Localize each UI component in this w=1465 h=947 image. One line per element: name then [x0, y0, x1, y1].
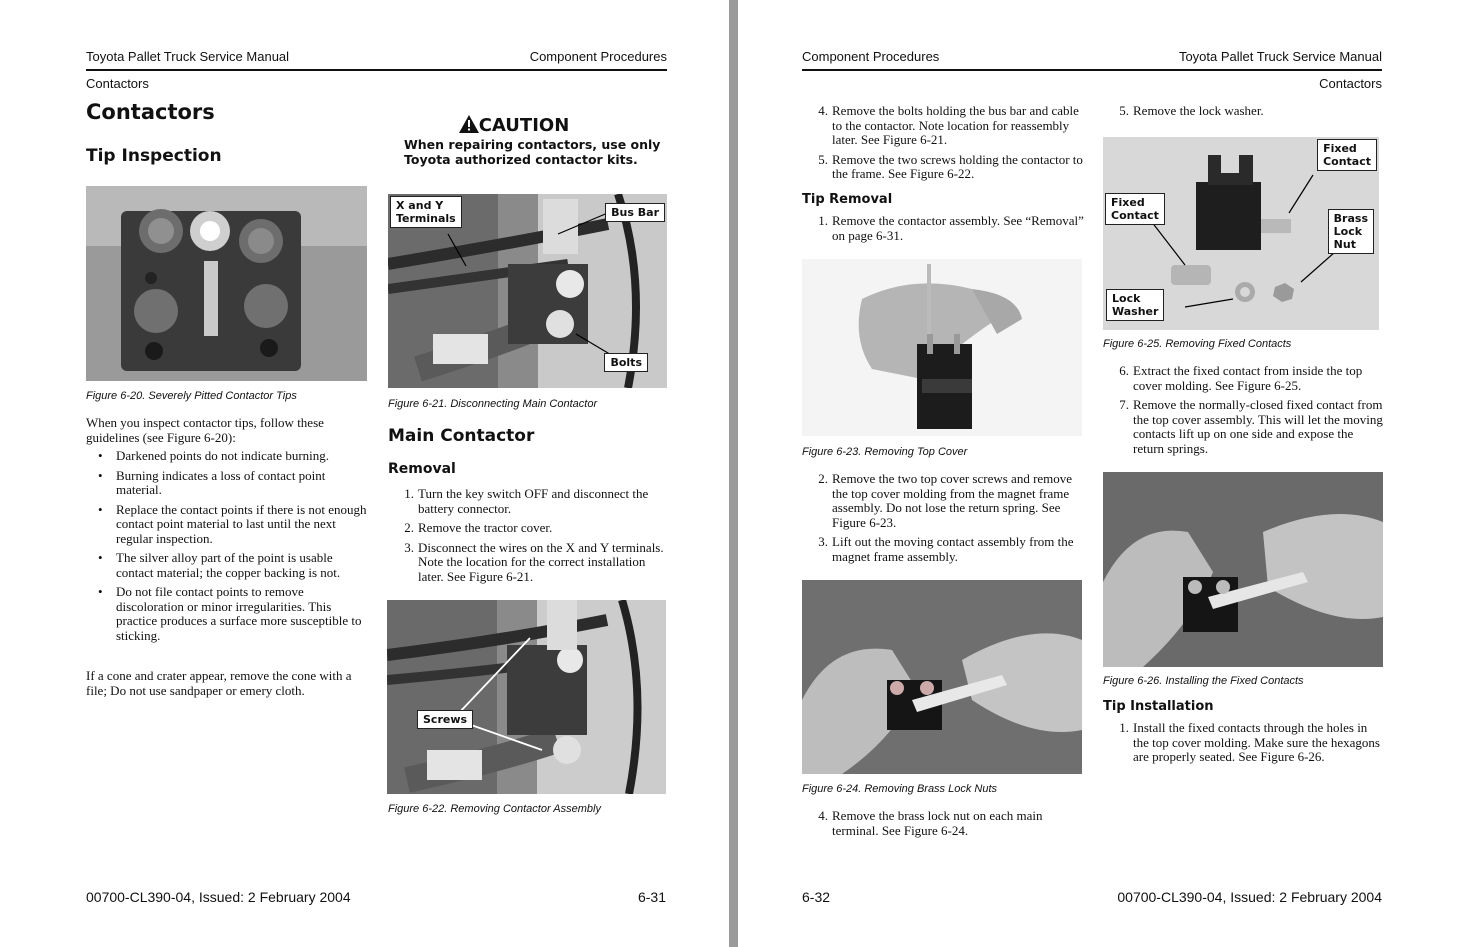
- left-page: [0, 0, 729, 947]
- list-item: [388, 521, 670, 536]
- list-item: [1103, 398, 1385, 456]
- caution-box: [404, 115, 664, 167]
- figure-6-25-caption: Figure 6-25. Removing Fixed Contacts: [1103, 338, 1292, 350]
- steps-list-g: [1103, 721, 1385, 770]
- figure-6-21-photo: [388, 194, 667, 388]
- step-text: Remove the tractor cover.: [418, 520, 553, 535]
- header-rule: [86, 69, 667, 71]
- steps-list-e: [1103, 104, 1385, 124]
- intro-paragraph: When you inspect contactor tips, follow these guidelines (see Figure 6-20):: [86, 415, 324, 445]
- removal-heading: Removal: [388, 461, 456, 477]
- closing-paragraph: If a cone and crater appear, remove the cone with a file; Do not use sandpaper or emery cloth.: [86, 668, 352, 698]
- step-number: 1.: [1119, 720, 1129, 735]
- warning-triangle-icon: [459, 115, 479, 133]
- figure-6-26-photo: [1103, 472, 1383, 667]
- list-item: [1103, 721, 1385, 765]
- right-page: [738, 0, 1465, 947]
- steps-list-a: [802, 104, 1084, 187]
- step-number: 2.: [404, 520, 414, 535]
- header-subsection: Contactors: [86, 76, 149, 91]
- footer-document-id: 00700-CL390-04, Issued: 2 February 2004: [86, 889, 351, 905]
- step-number: 1.: [818, 213, 828, 228]
- steps-list-f: [1103, 364, 1385, 461]
- figure-6-21-label-bolts: Bolts: [604, 353, 648, 372]
- figure-6-22-caption: Figure 6-22. Removing Contactor Assembly: [388, 803, 601, 815]
- list-item: • Do not file contact points to remove discoloration or minor irregularities. This practice produces a surface more susceptible to sticking.: [86, 585, 368, 643]
- figure-6-21-label-xy-terminals: X and Y Terminals: [390, 196, 462, 228]
- list-item: [388, 487, 670, 516]
- step-number: 4.: [818, 103, 828, 118]
- figure-6-20-caption: Figure 6-20. Severely Pitted Contactor Tips: [86, 390, 297, 402]
- step-text: Extract the fixed contact from inside the top cover molding. See Figure 6-25.: [1133, 363, 1363, 393]
- step-text: Remove the bolts holding the bus bar and cable to the contactor. Note location for reassembly later. See Figure 6-21.: [832, 103, 1079, 147]
- step-text: Lift out the moving contact assembly from the magnet frame assembly.: [832, 534, 1074, 564]
- inspection-guidelines-list: [86, 449, 368, 648]
- tip-removal-heading: Tip Removal: [802, 192, 893, 207]
- figure-6-20-photo: [86, 186, 367, 381]
- tip-installation-heading: Tip Installation: [1103, 699, 1214, 714]
- list-item: [802, 153, 1084, 182]
- figure-6-21-label-bus-bar: Bus Bar: [605, 203, 665, 222]
- figure-6-25-label-brass-lock-nut: Brass Lock Nut: [1328, 209, 1374, 254]
- header-section: Component Procedures: [802, 49, 940, 64]
- figure-6-25-label-fixed-contact-1: Fixed Contact: [1317, 139, 1377, 171]
- main-contactor-heading: Main Contactor: [388, 426, 535, 446]
- footer-page-number: 6-32: [802, 889, 831, 905]
- step-text: Remove the normally-closed fixed contact from the top cover assembly. This will let the moving contacts lift up on one side and expose the return springs.: [1133, 397, 1383, 456]
- figure-6-24-caption: Figure 6-24. Removing Brass Lock Nuts: [802, 783, 998, 795]
- list-item: [1103, 364, 1385, 393]
- list-item: • Darkened points do not indicate burning.: [86, 449, 368, 464]
- caution-heading: [364, 115, 664, 136]
- figure-6-26-caption: Figure 6-26. Installing the Fixed Contacts: [1103, 675, 1304, 687]
- step-number: 5.: [1119, 103, 1129, 118]
- list-item: [388, 541, 670, 585]
- step-text: Remove the two top cover screws and remove the top cover molding from the magnet frame assembly. Do not lose the return spring. See Figure 6-23.: [832, 471, 1073, 530]
- figure-6-25-label-lock-washer: Lock Washer: [1106, 289, 1164, 321]
- footer-page-number: 6-31: [637, 889, 666, 905]
- figure-6-24-photo: [802, 580, 1082, 774]
- figure-6-23-caption: Figure 6-23. Removing Top Cover: [802, 446, 968, 458]
- steps-list-b: [802, 214, 1084, 248]
- caution-text: When repairing contactors, use only Toyota authorized contactor kits.: [404, 137, 661, 167]
- step-number: 3.: [404, 539, 414, 555]
- figure-6-22-photo: [387, 600, 666, 794]
- steps-list-c: [802, 472, 1084, 569]
- list-item: [802, 472, 1084, 530]
- figure-6-21-caption: Figure 6-21. Disconnecting Main Contactor: [388, 398, 598, 410]
- step-number: 2.: [818, 471, 828, 486]
- step-text: Disconnect the wires on the X and Y terminals. Note the location for the correct installation later. See Figure 6-21.: [418, 539, 664, 584]
- step-number: 1.: [404, 486, 414, 501]
- steps-list-d: [802, 809, 1084, 843]
- step-number: 3.: [818, 534, 828, 549]
- step-number: 4.: [818, 808, 828, 823]
- figure-6-23-photo: [802, 259, 1082, 436]
- list-item: • The silver alloy part of the point is usable contact material; the copper backing is not.: [86, 551, 368, 580]
- header-section: Component Procedures: [529, 49, 667, 64]
- header-rule: [802, 69, 1382, 71]
- list-item: [802, 214, 1084, 243]
- removal-steps: [388, 487, 670, 589]
- figure-6-25-label-fixed-contact-2: Fixed Contact: [1105, 193, 1165, 225]
- list-item: • Burning indicates a loss of contact point material.: [86, 469, 368, 498]
- list-item: [1103, 104, 1385, 119]
- header-manual-title: Toyota Pallet Truck Service Manual: [86, 49, 290, 64]
- step-text: Install the fixed contacts through the holes in the top cover molding. Make sure the hexagons are properly seated. See Figure 6-26.: [1133, 720, 1380, 764]
- header-manual-title: Toyota Pallet Truck Service Manual: [1178, 49, 1382, 64]
- step-text: Remove the two screws holding the contactor to the frame. See Figure 6-22.: [832, 151, 1083, 181]
- step-number: 7.: [1119, 397, 1129, 412]
- list-item: [802, 535, 1084, 564]
- header-subsection: Contactors: [1319, 76, 1382, 91]
- footer-document-id: 00700-CL390-04, Issued: 2 February 2004: [1117, 889, 1382, 905]
- step-number: 5.: [818, 151, 828, 167]
- tip-inspection-heading: Tip Inspection: [86, 146, 222, 166]
- figure-6-22-label-screws: Screws: [417, 710, 473, 729]
- step-text: Remove the contactor assembly. See “Removal” on page 6-31.: [832, 213, 1084, 243]
- step-text: Remove the lock washer.: [1133, 103, 1264, 118]
- step-text: Turn the key switch OFF and disconnect the battery connector.: [418, 486, 649, 516]
- page-gutter: [729, 0, 738, 947]
- figure-6-25-photo: [1103, 137, 1379, 330]
- step-number: 6.: [1119, 363, 1129, 378]
- page-title: Contactors: [86, 100, 215, 124]
- step-text: Remove the brass lock nut on each main terminal. See Figure 6-24.: [832, 808, 1043, 838]
- caution-title: CAUTION: [478, 115, 570, 136]
- list-item: • Replace the contact points if there is not enough contact point material to last until the next regular inspection.: [86, 503, 368, 547]
- list-item: [802, 104, 1084, 148]
- list-item: [802, 809, 1084, 838]
